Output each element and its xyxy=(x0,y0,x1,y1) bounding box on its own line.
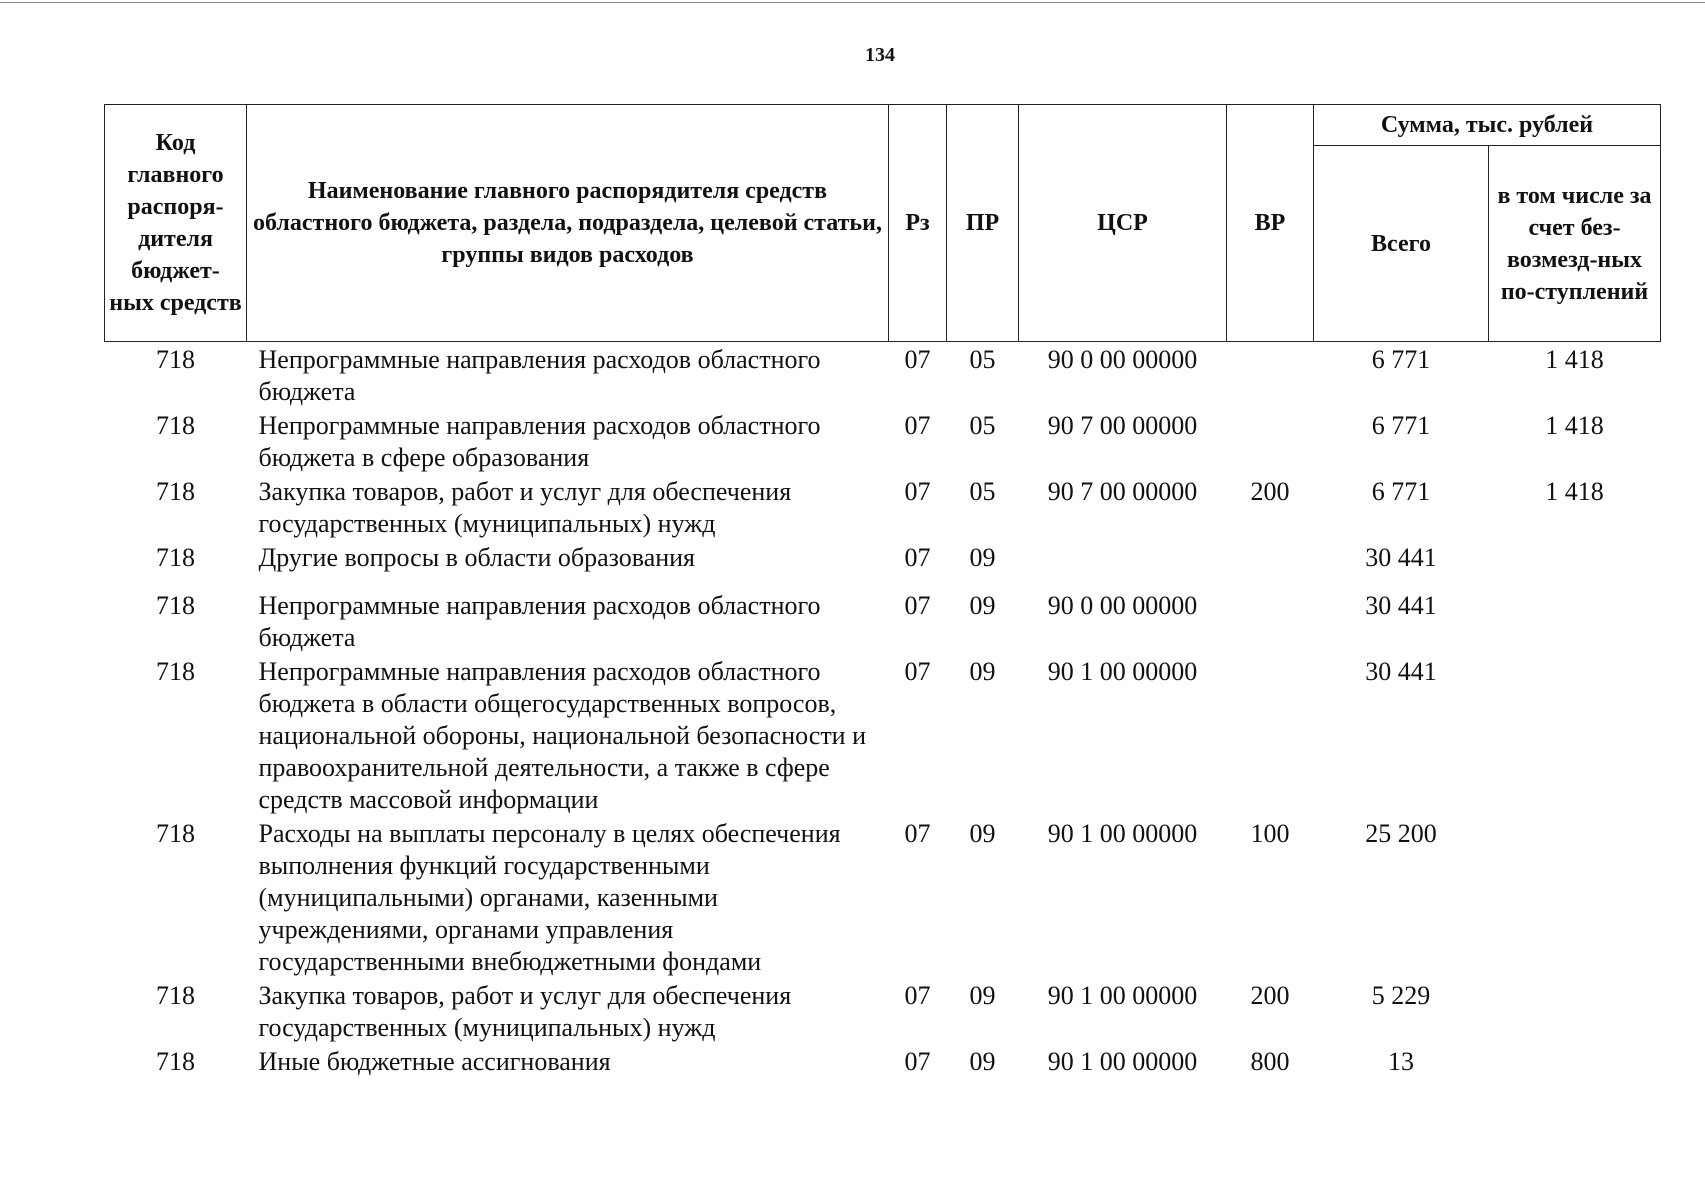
budget-table xyxy=(104,104,1661,1078)
cell-pr: 05 xyxy=(969,345,996,374)
cell-total: 30 441 xyxy=(1365,543,1437,572)
table-row xyxy=(105,1044,1661,1078)
cell-csr: 90 1 00 00000 xyxy=(1047,657,1198,686)
cell-rz: 07 xyxy=(904,1047,931,1076)
cell-vr xyxy=(1227,342,1314,409)
cell-name: Иные бюджетные ассигнования xyxy=(258,1047,611,1076)
cell-csr: 90 0 00 00000 xyxy=(1047,591,1198,620)
cell-vr: 200 xyxy=(1250,477,1290,506)
table-header xyxy=(105,105,1661,342)
header-vr: ВР xyxy=(1227,105,1314,342)
table-body xyxy=(105,342,1661,1079)
cell-free xyxy=(1489,978,1661,1044)
cell-free xyxy=(1489,654,1661,816)
header-code: Код главного распоря-дителя бюджет-ных средств xyxy=(105,105,247,342)
cell-free xyxy=(1489,1044,1661,1078)
cell-rz: 07 xyxy=(904,345,931,374)
cell-name: Непрограммные направления расходов областного бюджета xyxy=(258,345,821,406)
cell-pr: 09 xyxy=(969,981,996,1010)
cell-pr: 09 xyxy=(969,1047,996,1076)
cell-code: 718 xyxy=(156,345,195,374)
cell-code: 718 xyxy=(156,411,195,440)
cell-total: 6 771 xyxy=(1371,477,1431,506)
cell-rz: 07 xyxy=(904,819,931,848)
header-csr: ЦСР xyxy=(1019,105,1227,342)
cell-csr xyxy=(1019,540,1227,574)
cell-rz: 07 xyxy=(904,477,931,506)
cell-vr: 800 xyxy=(1250,1047,1290,1076)
cell-total: 13 xyxy=(1388,1047,1414,1076)
cell-csr: 90 1 00 00000 xyxy=(1047,1047,1198,1076)
header-free: в том числе за счет без-возмезд-ных по-ступлений xyxy=(1489,146,1661,342)
cell-rz: 07 xyxy=(904,591,931,620)
header-pr: ПР xyxy=(947,105,1019,342)
table-row xyxy=(105,816,1661,978)
cell-total: 30 441 xyxy=(1365,591,1437,620)
cell-name: Непрограммные направления расходов областного бюджета в сфере образования xyxy=(258,411,821,472)
cell-csr: 90 1 00 00000 xyxy=(1047,981,1198,1010)
cell-code: 718 xyxy=(156,1047,195,1076)
table-row xyxy=(105,342,1661,409)
top-rule xyxy=(0,2,1705,3)
cell-total: 25 200 xyxy=(1365,819,1437,848)
table-row xyxy=(105,540,1661,574)
cell-pr: 09 xyxy=(969,819,996,848)
cell-code: 718 xyxy=(156,543,195,572)
cell-code: 718 xyxy=(156,819,195,848)
cell-rz: 07 xyxy=(904,657,931,686)
cell-pr: 05 xyxy=(969,411,996,440)
cell-total: 6 771 xyxy=(1371,345,1431,374)
cell-name: Непрограммные направления расходов областного бюджета xyxy=(258,591,821,652)
page-number: 134 xyxy=(865,44,895,66)
cell-free xyxy=(1489,816,1661,978)
cell-csr: 90 0 00 00000 xyxy=(1047,345,1198,374)
cell-free: 1 418 xyxy=(1545,477,1604,506)
table-row xyxy=(105,474,1661,540)
cell-vr: 200 xyxy=(1250,981,1290,1010)
cell-name: Другие вопросы в области образования xyxy=(258,543,696,572)
cell-vr xyxy=(1227,654,1314,816)
table-row xyxy=(105,654,1661,816)
cell-csr: 90 7 00 00000 xyxy=(1047,477,1198,506)
cell-name: Закупка товаров, работ и услуг для обеспечения государственных (муниципальных) нужд xyxy=(258,477,792,538)
cell-vr xyxy=(1227,540,1314,574)
table-row xyxy=(105,978,1661,1044)
header-total: Всего xyxy=(1314,146,1489,342)
cell-pr: 09 xyxy=(969,543,996,572)
cell-vr: 100 xyxy=(1250,819,1290,848)
header-sum: Сумма, тыс. рублей xyxy=(1314,105,1661,146)
header-name: Наименование главного распорядителя средств областного бюджета, раздела, подраздела, целевой статьи, группы видов расходов xyxy=(247,105,889,342)
cell-rz: 07 xyxy=(904,981,931,1010)
cell-free xyxy=(1489,540,1661,574)
cell-csr: 90 7 00 00000 xyxy=(1047,411,1198,440)
cell-total: 5 229 xyxy=(1371,981,1431,1010)
cell-rz: 07 xyxy=(904,411,931,440)
cell-rz: 07 xyxy=(904,543,931,572)
cell-pr: 09 xyxy=(969,657,996,686)
cell-csr: 90 1 00 00000 xyxy=(1047,819,1198,848)
cell-name: Расходы на выплаты персоналу в целях обеспечения выполнения функций государственными (муниципальными) органами, казенными учреждениями, органами управления государственными внебюджетными фондами xyxy=(258,819,841,976)
cell-code: 718 xyxy=(156,657,195,686)
cell-free: 1 418 xyxy=(1545,345,1604,374)
cell-free: 1 418 xyxy=(1545,411,1604,440)
cell-name: Непрограммные направления расходов областного бюджета в области общегосударственных вопросов, национальной обороны, национальной безопасности и правоохранительной деятельности, а также в сфере средств массовой информации xyxy=(258,657,867,814)
cell-name: Закупка товаров, работ и услуг для обеспечения государственных (муниципальных) нужд xyxy=(258,981,792,1042)
cell-vr xyxy=(1227,408,1314,474)
cell-total: 30 441 xyxy=(1365,657,1437,686)
header-rz: Рз xyxy=(889,105,947,342)
cell-code: 718 xyxy=(156,981,195,1010)
cell-pr: 09 xyxy=(969,591,996,620)
cell-free xyxy=(1489,574,1661,654)
cell-pr: 05 xyxy=(969,477,996,506)
table-row xyxy=(105,574,1661,654)
cell-total: 6 771 xyxy=(1371,411,1431,440)
cell-code: 718 xyxy=(156,591,195,620)
cell-vr xyxy=(1227,574,1314,654)
table-row xyxy=(105,408,1661,474)
cell-code: 718 xyxy=(156,477,195,506)
